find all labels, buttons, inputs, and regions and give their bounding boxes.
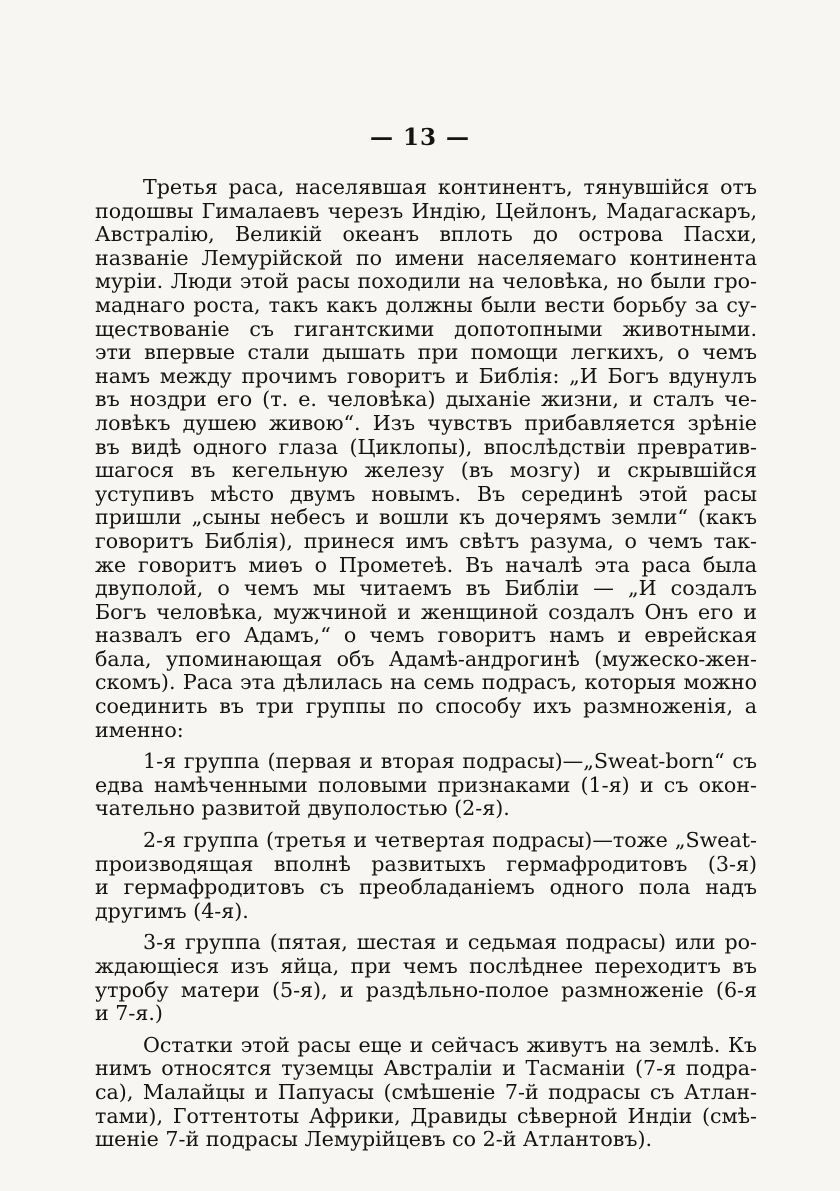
text-line: ловѣкъ душею живою“. Изъ чувствъ прибавляется зрѣніе bbox=[95, 411, 757, 435]
text-line: пришли „сыны небесъ и вошли къ дочерямъ земли“ (какъ bbox=[95, 506, 757, 530]
text-line: въ видѣ одного глаза (Циклопы), впослѣдствіи превратив- bbox=[95, 435, 757, 459]
text-line: Остатки этой расы еще и сейчасъ живутъ на землѣ. Къ bbox=[143, 1033, 757, 1057]
text-line: утробу матери (5-я), и раздѣльно-полое размноженіе (6-я bbox=[95, 978, 757, 1002]
page-number: — 13 — bbox=[369, 124, 471, 151]
paragraph bbox=[95, 931, 757, 1025]
text-line: именно: bbox=[95, 718, 184, 742]
text-line: двуполой, о чемъ мы читаемъ въ Библіи — „И создалъ bbox=[95, 577, 757, 601]
text-line: ждающіеся изъ яйца, при чемъ послѣднее переходитъ въ bbox=[95, 955, 757, 978]
text-line: другимъ (4-я). bbox=[95, 899, 249, 923]
paragraph bbox=[95, 176, 757, 742]
text-line: скомъ). Раса эта дѣлилась на семь подрасъ, которыя можно bbox=[95, 671, 757, 695]
text-line: Австралію, Великій океанъ вплоть до острова Пасхи, bbox=[95, 223, 757, 247]
text-line: са), Малайцы и Папуасы (смѣшеніе 7-й подрасы съ Атлан- bbox=[95, 1080, 757, 1104]
text-line: Третья раса, населявшая континентъ, тянувшійся отъ bbox=[143, 176, 757, 199]
text-line: соединить въ три группы по способу ихъ размноженія, а bbox=[95, 695, 757, 719]
text-line: уступивъ мѣсто двумъ новымъ. Въ серединѣ этой расы bbox=[95, 482, 757, 506]
text-line: шеніе 7-й подрасы Лемурійцевъ со 2-й Атлантовъ). bbox=[95, 1128, 653, 1152]
text-line: производящая вполнѣ развитыхъ гермафродитовъ (3-я) bbox=[95, 852, 757, 876]
text-line: нимъ относятся туземцы Австраліи и Тасманіи (7-я подра- bbox=[95, 1057, 757, 1081]
paragraph bbox=[95, 829, 757, 923]
text-line: же говоритъ миѳъ о Прометеѣ. Въ началѣ эта раса былa bbox=[95, 553, 757, 577]
text-line: 1-я группа (первая и вторая подрасы)—„Sweat-born“ съ bbox=[143, 750, 757, 774]
text-line: говоритъ Библія), принеся имъ свѣтъ разума, о чемъ так- bbox=[95, 529, 757, 553]
paragraph bbox=[95, 750, 757, 821]
text-line: тами), Готтентоты Африки, Дравиды сѣверной Индіи (смѣ- bbox=[95, 1104, 757, 1128]
text-line: муріи. Люди этой расы походили на человѣка, но были гро- bbox=[95, 270, 757, 294]
text-line: и гермафродитовъ съ преобладаніемъ одного пола надъ bbox=[95, 876, 757, 900]
text-line: чательно развитой двуполостью (2-я). bbox=[95, 797, 510, 821]
text-line: едва намѣченными половыми признаками (1-я) и съ окон- bbox=[95, 773, 757, 797]
text-line: Богъ человѣка, мужчиной и женщиной создалъ Онъ его и bbox=[95, 600, 757, 624]
body-text bbox=[95, 176, 757, 1152]
text-line: въ ноздри его (т. е. человѣка) дыханіе жизни, и сталъ че- bbox=[95, 388, 757, 412]
text-line: названіе Лемурійской по имени населяемаго континента bbox=[95, 246, 757, 270]
text-line: 2-я группа (третья и четвертая подрасы)—тоже „Sweat- bbox=[143, 829, 757, 853]
text-line: бала, упоминающая объ Адамѣ-андрогинѣ (мужеско-жен- bbox=[95, 647, 757, 671]
text-line: подошвы Гималаевъ черезъ Индію, Цейлонъ, Мадагаскаръ, bbox=[95, 199, 757, 223]
text-line: ществованіе съ гигантскими допотопными животными. bbox=[95, 317, 757, 341]
text-line: маднаго роста, такъ какъ должны были вести борьбу за су- bbox=[95, 293, 757, 317]
text-line: и 7-я.) bbox=[95, 1002, 163, 1026]
text-line: 3-я группа (пятая, шестая и седьмая подрасы) или ро- bbox=[143, 931, 757, 955]
text-line: назвалъ его Адамъ,“ о чемъ говоритъ намъ и еврейская bbox=[95, 624, 757, 648]
text-line: эти впервые стали дышать при помощи легкихъ, о чемъ bbox=[95, 341, 757, 365]
paragraph bbox=[95, 1034, 757, 1152]
text-line: шагося въ кегельную железу (въ мозгу) и скрывшійся bbox=[95, 459, 757, 483]
text-line: намъ между прочимъ говоритъ и Библія: „И Богъ вдунулъ bbox=[95, 364, 757, 388]
